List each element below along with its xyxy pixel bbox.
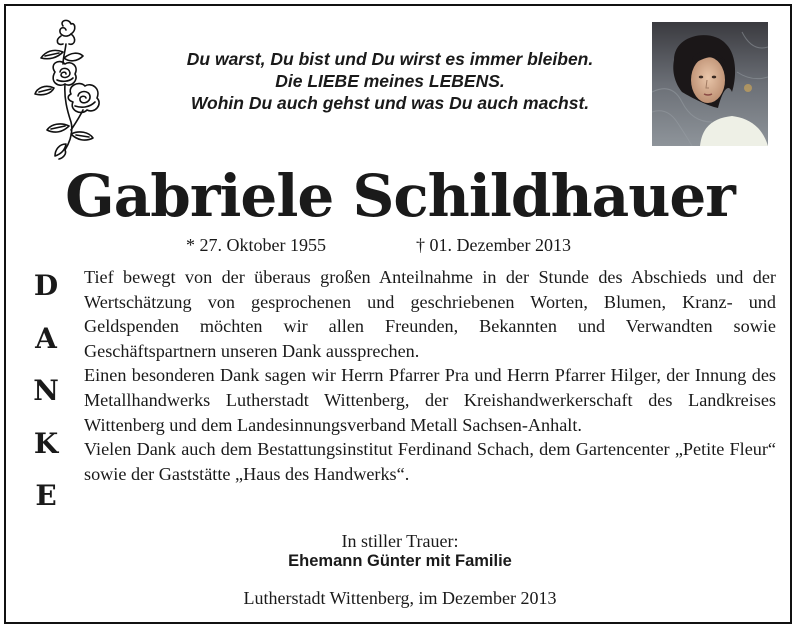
danke-vertical-word [24,266,68,529]
danke-letter: E [35,479,57,512]
portrait-photo [652,22,768,146]
motto-line: Du warst, Du bist und Du wirst es immer bleiben. [186,49,594,69]
mourning-family: Ehemann Günter mit Familie [288,552,512,570]
thanks-paragraph: Einen besonderen Dank sagen wir Herrn Pfarrer Pra und Herrn Pfarrer Hilger, der Innung des Metallhandwerks Lutherstadt Wittenberg, der Kreishandwerkerschaft des Landkreises Wittenberg und dem Landesinnungsverband Metall Sachsen-Anhalt. [84,365,776,435]
motto-line: Die LIEBE meines LEBENS. [275,71,505,91]
danke-letter: K [33,426,59,460]
thanks-paragraph: Vielen Dank auch dem Bestattungsinstitut Ferdinand Schach, dem Gartencenter „Petite Fleur“ sowie der Gaststätte „Haus des Handwerks“. [84,439,776,484]
deceased-name: Gabriele Schildhauer [65,162,735,230]
danke-letter: A [35,321,57,355]
thanks-text [84,265,776,486]
rose-drawing-icon [33,18,105,160]
place-and-date: Lutherstadt Wittenberg, im Dezember 2013 [243,588,557,608]
mourning-intro: In stiller Trauer: [341,531,459,551]
thanks-paragraph: Tief bewegt von der überaus großen Anteilnahme in der Stunde des Abschieds und der Wertschätzung von gesprochenen und geschriebenen Worten, Blumen, Kranz- und Geldspenden möchten wir allen Freunden, Bekannten und Verwandten sowie Geschäftspartnern unseren Dank aussprechen. [84,267,776,361]
death-date: † 01. Dezember 2013 [416,235,571,255]
motto-verse [130,48,650,114]
birth-date: * 27. Oktober 1955 [186,235,326,255]
motto-line: Wohin Du auch gehst und was Du auch machst. [190,93,590,113]
danke-letter: N [33,374,59,407]
danke-letter: D [33,269,59,302]
